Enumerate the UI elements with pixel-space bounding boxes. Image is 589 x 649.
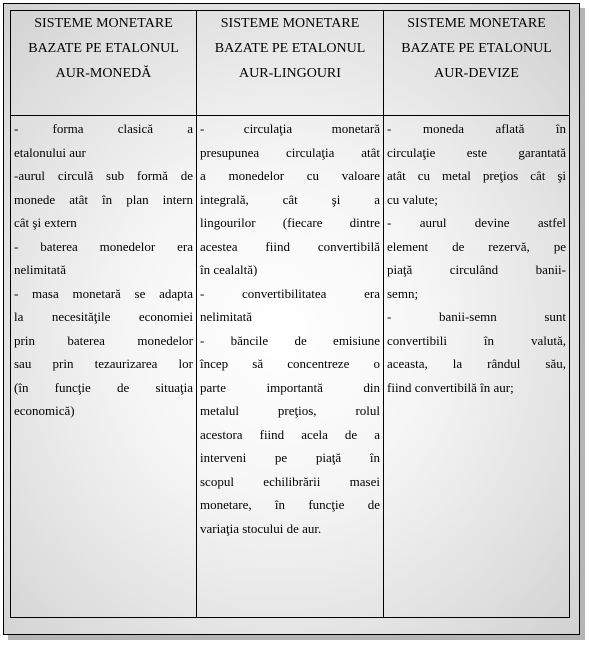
content-row — [11, 116, 570, 618]
bullet-line: cu valute; — [387, 191, 438, 207]
bullet-line: scopul echilibrării masei — [200, 473, 380, 489]
header-aur-moneda: SISTEME MONETARE BAZATE PE ETALONUL AUR-MONEDĂ — [11, 11, 197, 116]
bullet-item — [14, 164, 193, 235]
bullet-line: la necesităţile economiei — [14, 309, 193, 324]
bullet-line: interveni pe piaţă în — [200, 450, 380, 465]
bullet-line: monede atât în plan intern — [14, 191, 193, 207]
bullet-line: încep să concentreze o — [200, 356, 380, 371]
bullet-line: - băncile de emisiune — [200, 332, 380, 348]
bullet-line: - moneda aflată în — [387, 121, 566, 136]
bullet-line: în cealaltă) — [200, 262, 258, 277]
bullet-line: presupunea circulaţia atât — [200, 144, 380, 160]
bullet-line: (în funcţie de situaţia — [14, 379, 193, 395]
document-frame — [3, 3, 580, 635]
bullet-line: acestora fiind acela de a — [200, 426, 380, 442]
bullet-line: circulaţie este garantată — [387, 144, 566, 160]
bullet-line: - masa monetară se adapta — [14, 285, 193, 301]
bullet-line: element de rezervă, pe — [387, 238, 566, 254]
bullet-item — [387, 305, 566, 399]
bullet-item — [200, 282, 380, 329]
bullet-line: - circulaţia monetară — [200, 121, 380, 136]
bullet-item — [14, 235, 193, 282]
bullet-line: parte importantă din — [200, 379, 380, 395]
bullet-item — [200, 117, 380, 282]
bullet-item — [200, 329, 380, 541]
bullet-line: cât şi extern — [14, 215, 77, 230]
bullet-line: etalonului aur — [14, 144, 86, 160]
header-row — [11, 11, 570, 116]
header-aur-devize: SISTEME MONETARE BAZATE PE ETALONUL AUR-DEVIZE — [384, 11, 570, 116]
bullet-item — [14, 282, 193, 423]
bullet-item — [387, 211, 566, 305]
bullet-item — [14, 117, 193, 164]
bullet-line: nelimitată — [14, 262, 66, 277]
cell-aur-lingouri — [197, 116, 384, 618]
bullet-line: convertibili în valută, — [387, 332, 566, 348]
bullet-line: - baterea monedelor era — [14, 238, 193, 254]
bullet-line: integrală, cât şi a — [200, 191, 380, 207]
comparison-table — [10, 10, 570, 618]
bullet-line: acestea fiind convertibilă — [200, 238, 380, 254]
bullet-line: monetare, în funcţie de — [200, 497, 380, 512]
bullet-line: aceasta, la rândul său, — [387, 356, 566, 371]
bullet-line: prin baterea monedelor — [14, 332, 193, 348]
bullet-line: - forma clasică a — [14, 121, 193, 136]
bullet-line: piaţă circulând banii- — [387, 262, 566, 277]
bullet-line: economică) — [14, 403, 75, 418]
bullet-line: fiind convertibilă în aur; — [387, 379, 514, 395]
bullet-line: nelimitată — [200, 309, 252, 324]
bullet-line: - banii-semn sunt — [387, 309, 566, 324]
bullet-line: - aurul devine astfel — [387, 215, 566, 230]
header-aur-lingouri: SISTEME MONETARE BAZATE PE ETALONUL AUR-LINGOURI — [197, 11, 384, 116]
bullet-line: semn; — [387, 285, 419, 301]
bullet-line: - convertibilitatea era — [200, 285, 380, 301]
bullet-item — [387, 117, 566, 211]
bullet-line: a monedelor cu valoare — [200, 168, 380, 183]
bullet-line: -aurul circulă sub formă de — [14, 168, 193, 183]
cell-aur-moneda — [11, 116, 197, 618]
bullet-line: metalul preţios, rolul — [200, 403, 380, 418]
bullet-line: lingourilor (fiecare dintre — [200, 215, 380, 230]
bullet-line: sau prin tezaurizarea lor — [14, 356, 193, 371]
bullet-line: variaţia stocului de aur. — [200, 520, 322, 536]
cell-aur-devize — [384, 116, 570, 618]
bullet-line: atât cu metal preţios cât şi — [387, 168, 566, 183]
